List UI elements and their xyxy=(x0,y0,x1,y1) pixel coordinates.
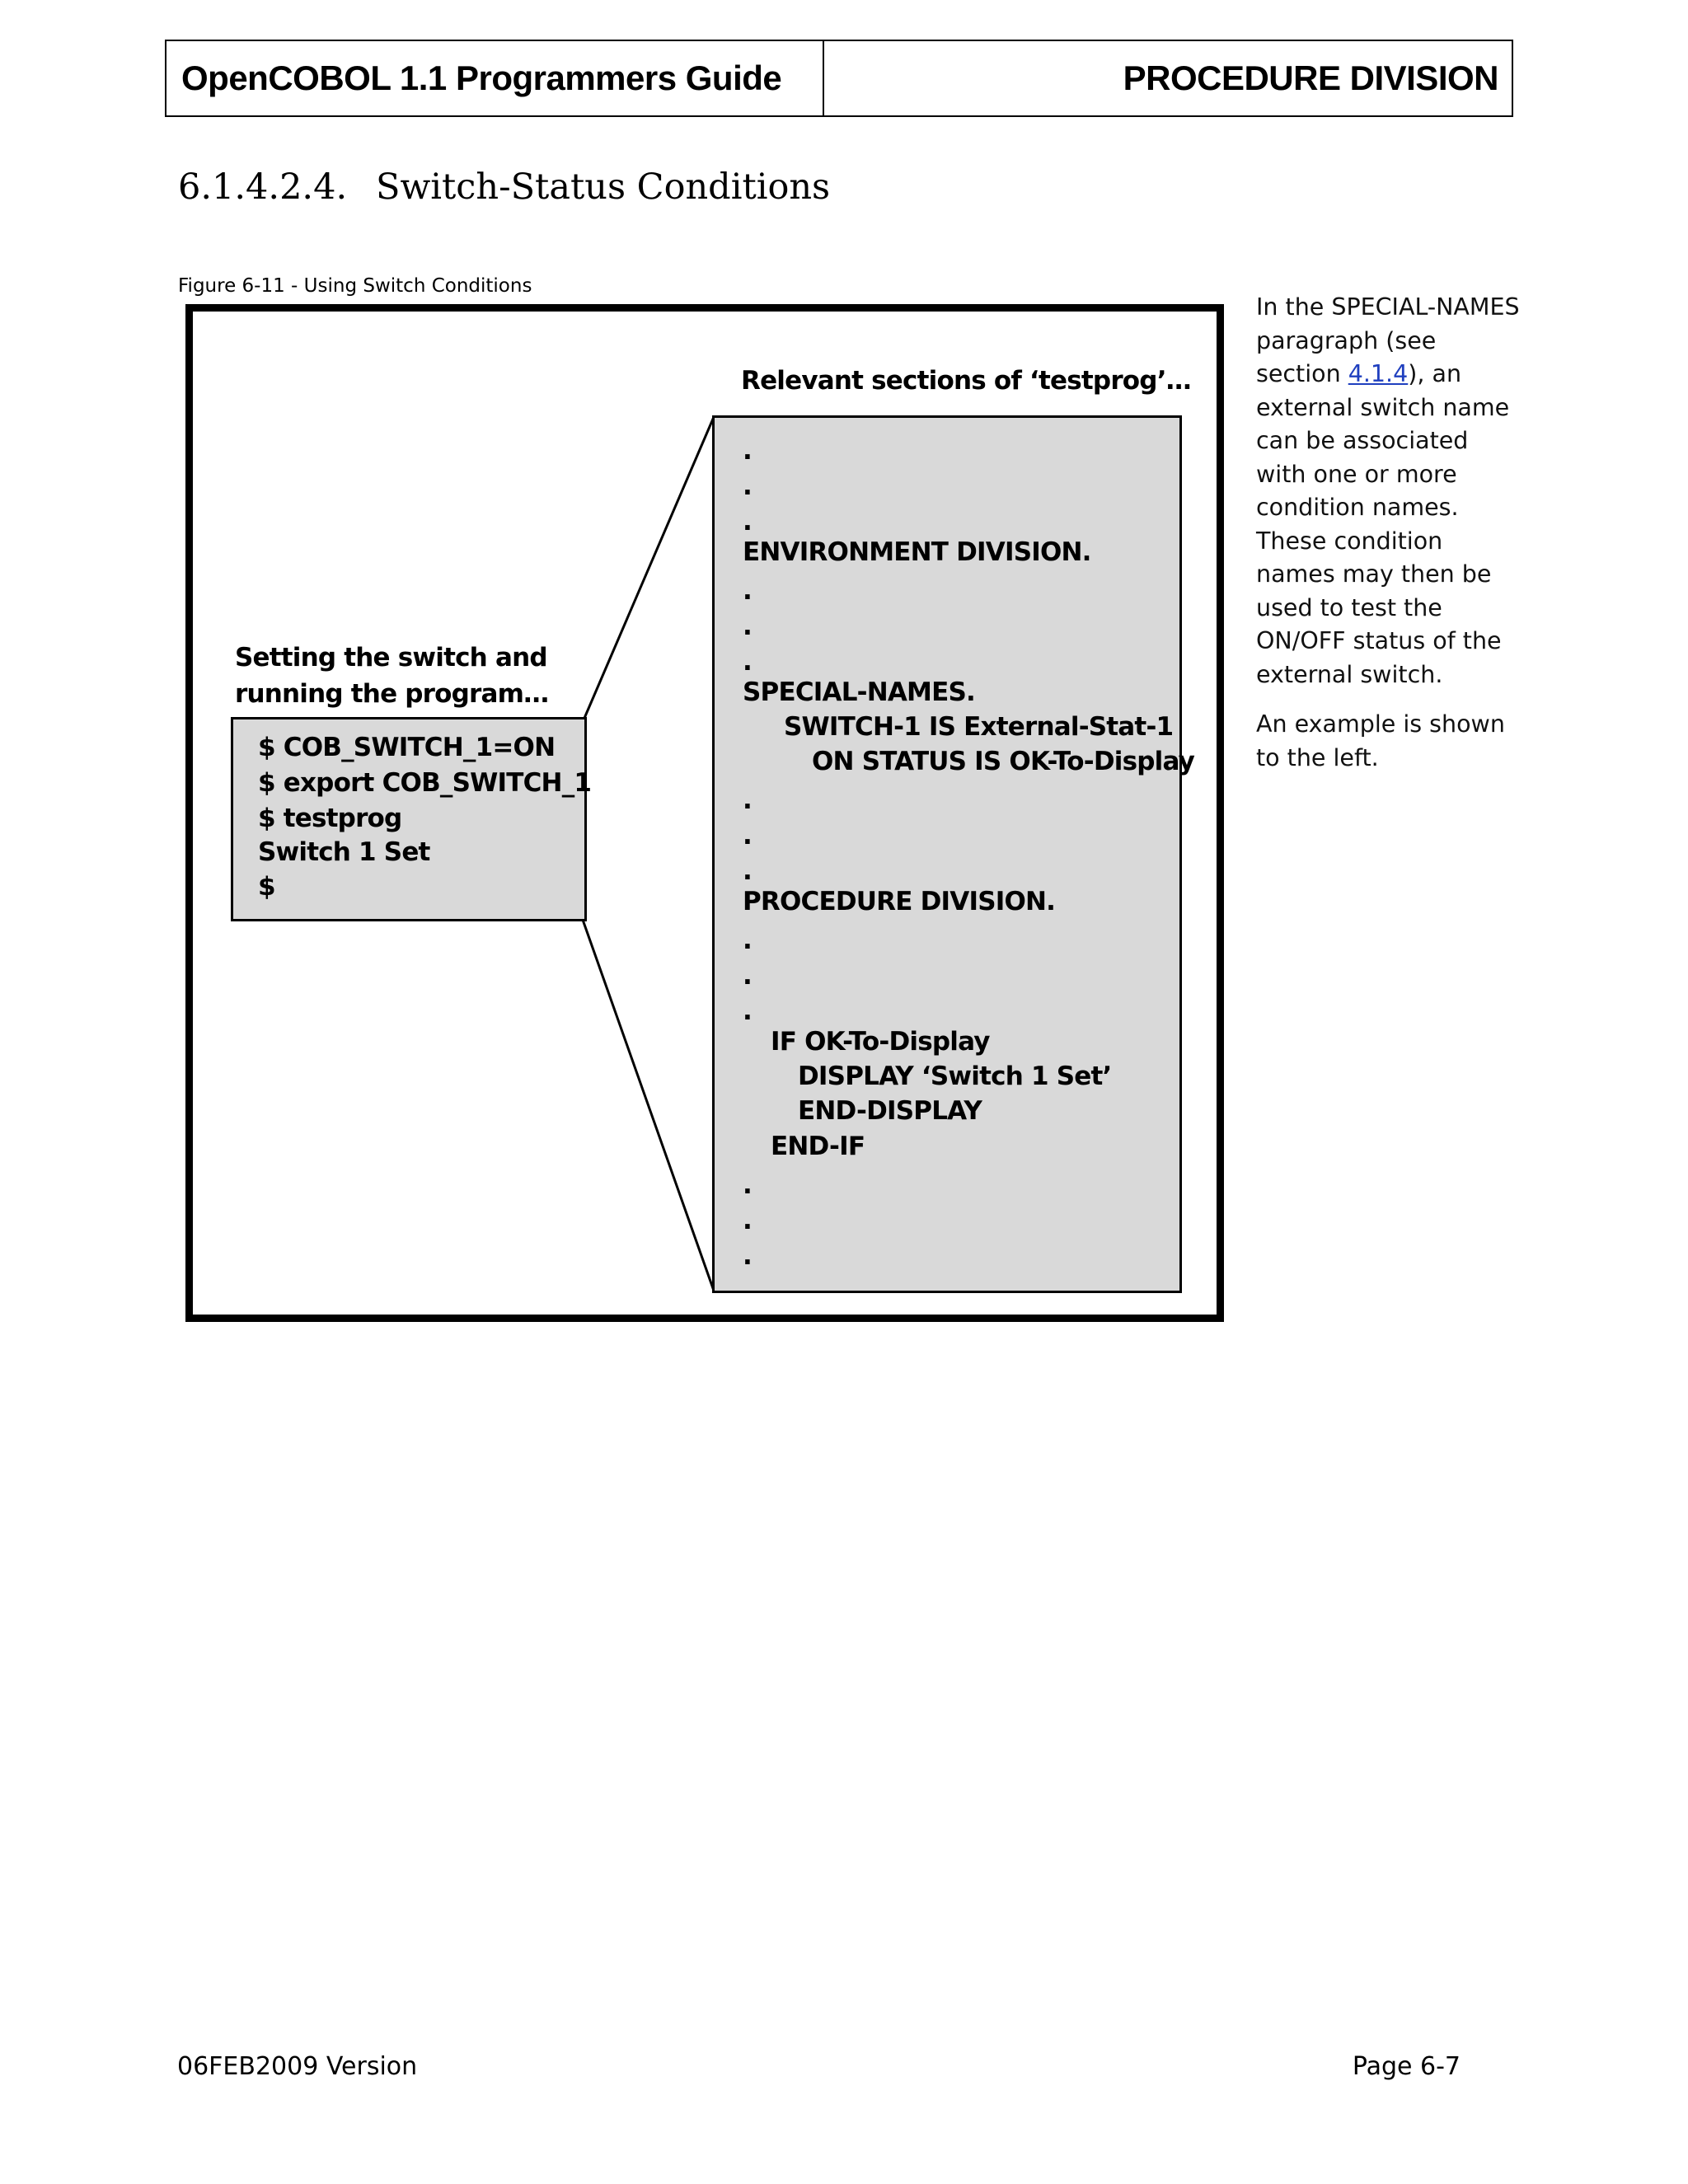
code-line: ENVIRONMENT DIVISION. xyxy=(743,537,1091,567)
footer-page-number: Page 6-7 xyxy=(1352,2052,1461,2081)
code-line: SPECIAL-NAMES. xyxy=(743,677,975,707)
code-line: . xyxy=(743,576,752,606)
header-guide-title: OpenCOBOL 1.1 Programmers Guide xyxy=(166,41,824,115)
section-4-1-4-link[interactable]: 4.1.4 xyxy=(1348,360,1409,387)
code-line: . xyxy=(743,1241,752,1271)
code-line: . xyxy=(743,821,752,851)
code-line: . xyxy=(743,507,752,537)
code-line: SWITCH-1 IS External-Stat-1 xyxy=(784,712,1174,742)
side-paragraph-1-start: In the SPECIAL-NAMES paragraph (see section xyxy=(1256,293,1520,387)
figure-caption: Figure 6-11 - Using Switch Conditions xyxy=(178,275,532,297)
code-line: END-IF xyxy=(771,1132,865,1161)
code-line: . xyxy=(743,961,752,991)
side-paragraph-1-end: ), an external switch name can be associated with one or more condition names. These condition names may then be used to test the ON/OFF status of the external switch. xyxy=(1256,360,1510,688)
side-explanation xyxy=(1256,291,1520,791)
code-listing-box xyxy=(712,415,1195,1293)
footer-version: 06FEB2009 Version xyxy=(177,2052,418,2081)
code-line: . xyxy=(743,471,752,501)
code-line: ON STATUS IS OK-To-Display xyxy=(812,747,1195,776)
code-line: . xyxy=(743,1206,752,1235)
code-line: . xyxy=(743,926,752,955)
section-number: 6.1.4.2.4. xyxy=(178,166,348,208)
code-line: . xyxy=(743,1170,752,1200)
code-line: . xyxy=(743,647,752,677)
shell-line: $ COB_SWITCH_1=ON xyxy=(258,733,556,762)
setting-switch-label xyxy=(235,640,548,712)
code-line: DISPLAY ‘Switch 1 Set’ xyxy=(798,1062,1112,1091)
code-line: . xyxy=(743,785,752,815)
code-line: . xyxy=(743,436,752,466)
code-line: PROCEDURE DIVISION. xyxy=(743,887,1056,916)
setting-label-line1: Setting the switch and xyxy=(235,643,547,673)
header-chapter-title: PROCEDURE DIVISION xyxy=(1123,59,1498,97)
section-heading xyxy=(178,166,830,208)
setting-label-line2: running the program… xyxy=(235,679,549,709)
code-line: . xyxy=(743,856,752,886)
code-line: END-DISPLAY xyxy=(798,1096,982,1126)
shell-line: $ testprog xyxy=(258,804,402,833)
section-title: Switch-Status Conditions xyxy=(376,166,831,208)
shell-line: Switch 1 Set xyxy=(258,837,430,867)
page-header xyxy=(165,40,1513,117)
code-line: IF OK-To-Display xyxy=(771,1027,990,1057)
code-line: . xyxy=(743,612,752,641)
side-paragraph-1 xyxy=(1256,291,1520,691)
side-paragraph-2: An example is shown to the left. xyxy=(1256,710,1505,771)
code-line: . xyxy=(743,996,752,1026)
relevant-sections-label: Relevant sections of ‘testprog’… xyxy=(741,366,1191,396)
shell-line: $ xyxy=(258,872,275,902)
shell-session-box xyxy=(231,717,592,921)
shell-line: $ export COB_SWITCH_1 xyxy=(258,768,592,798)
